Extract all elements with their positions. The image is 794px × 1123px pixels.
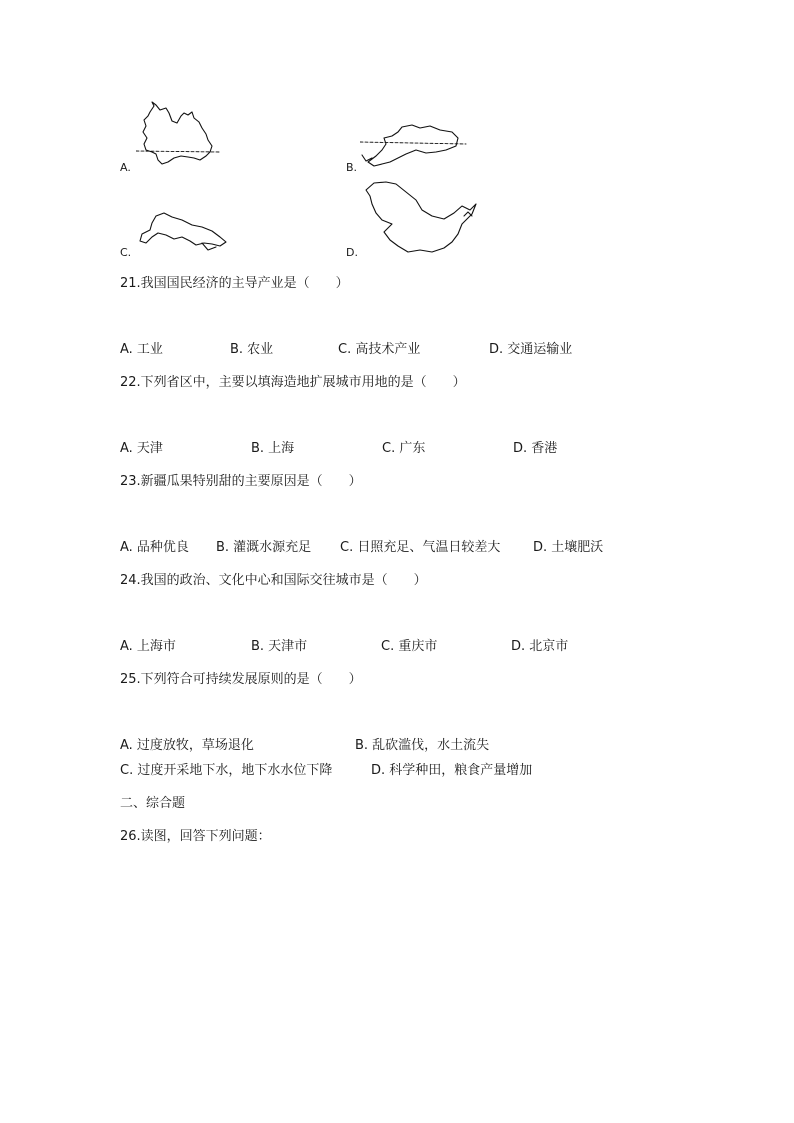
section-title: 二、综合题 [120, 796, 186, 811]
question-21-stem: 21.我国国民经济的主导产业是（ ） [120, 276, 349, 291]
province-outline-d-map [362, 176, 480, 260]
question-25-option-b[interactable]: B. 乱砍滥伐，水土流失 [355, 738, 490, 753]
question-23-option-a[interactable]: A. 品种优良 [120, 540, 189, 555]
question-24-option-b[interactable]: B. 天津市 [251, 639, 308, 654]
question-22-stem: 22.下列省区中，主要以填海造地扩展城市用地的是（ ） [120, 375, 466, 390]
province-outline-a-map [136, 100, 222, 166]
question-25-option-d[interactable]: D. 科学种田，粮食产量增加 [371, 763, 533, 778]
map-option-c-label: C. [120, 246, 132, 259]
map-option-d-label: D. [346, 246, 358, 259]
question-21-option-d[interactable]: D. 交通运输业 [489, 342, 573, 357]
question-22-option-b[interactable]: B. 上海 [251, 441, 295, 456]
question-23-option-b[interactable]: B. 灌溉水源充足 [216, 540, 312, 555]
question-23-option-d[interactable]: D. 土壤肥沃 [533, 540, 604, 555]
question-25-option-c[interactable]: C. 过度开采地下水，地下水水位下降 [120, 763, 333, 778]
question-24-option-c[interactable]: C. 重庆市 [381, 639, 438, 654]
map-option-b-label: B. [346, 161, 358, 174]
question-25-option-a[interactable]: A. 过度放牧，草场退化 [120, 738, 254, 753]
question-22-option-a[interactable]: A. 天津 [120, 441, 163, 456]
question-23-option-c[interactable]: C. 日照充足、气温日较差大 [340, 540, 501, 555]
question-21-option-a[interactable]: A. 工业 [120, 342, 163, 357]
province-outline-c-map [136, 208, 232, 254]
province-outline-b-map [360, 122, 470, 172]
question-25-stem: 25.下列符合可持续发展原则的是（ ） [120, 672, 362, 687]
question-23-stem: 23.新疆瓜果特别甜的主要原因是（ ） [120, 474, 362, 489]
question-22-option-d[interactable]: D. 香港 [513, 441, 558, 456]
question-21-option-b[interactable]: B. 农业 [230, 342, 274, 357]
question-21-option-c[interactable]: C. 高技术产业 [338, 342, 421, 357]
question-24-option-d[interactable]: D. 北京市 [511, 639, 569, 654]
question-24-option-a[interactable]: A. 上海市 [120, 639, 176, 654]
question-26-stem: 26.读图，回答下列问题： [120, 829, 271, 844]
question-22-option-c[interactable]: C. 广东 [382, 441, 426, 456]
map-option-a-label: A. [120, 161, 131, 174]
question-24-stem: 24.我国的政治、文化中心和国际交往城市是（ ） [120, 573, 427, 588]
